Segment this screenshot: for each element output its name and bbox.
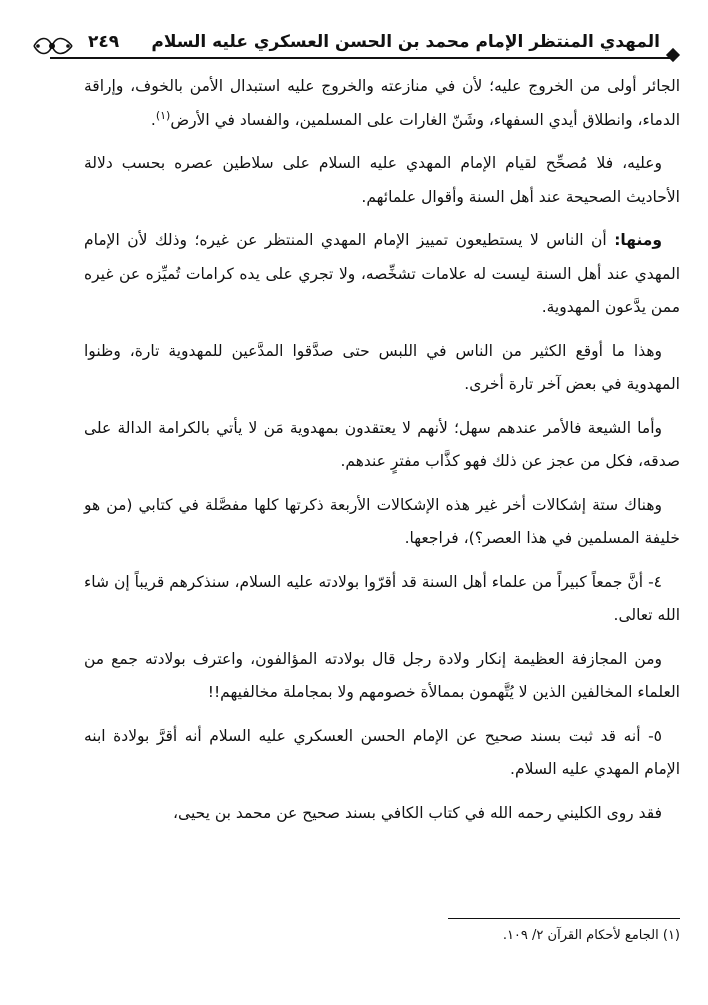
paragraph-text: الجائر أولى من الخروج عليه؛ لأن في منازعته والخروج عليه استبدال الأمن بالخوف، وإراقة الدماء، وانطلاق أيدي السفهاء، وشَنّ الغارات على المسلمين، والفساد في الأرض <box>84 77 680 129</box>
floral-ornament-icon <box>32 32 74 60</box>
paragraph-text: ومن المجازفة العظيمة إنكار ولادة رجل قال بولادته المؤالفون، واعترف بولادته جمع من العلماء المخالفين الذين لا يُتَّهمون بممالأة خصومهم ولا بمجاملة مخالفيهم!! <box>84 649 680 701</box>
footnote-rule <box>448 918 680 919</box>
body-text <box>84 70 680 840</box>
paragraph <box>84 147 680 214</box>
paragraph-text: وهناك ستة إشكالات أخر غير هذه الإشكالات الأربعة ذكرتها كلها مفصَّلة في كتابي (من هو خليفة المسلمين في هذا العصر؟)، فراجعها. <box>84 495 680 547</box>
paragraph <box>84 489 680 556</box>
paragraph <box>84 224 680 325</box>
paragraph-text: فقد روى الكليني رحمه الله في كتاب الكافي بسند صحيح عن محمد بن يحيى، <box>173 803 662 822</box>
running-title: المهدي المنتظر الإمام محمد بن الحسن العسكري عليه السلام <box>151 32 660 52</box>
diamond-ornament-icon <box>666 48 680 62</box>
paragraph-text: وعليه، فلا مُصحِّح لقيام الإمام المهدي عليه السلام على سلاطين عصره بحسب دلالة الأحاديث الصحيحة عند أهل السنة وأقوال علمائهم. <box>84 154 680 206</box>
paragraph <box>84 412 680 479</box>
paragraph-lead: ومنها: <box>614 231 662 249</box>
paragraph-end: . <box>150 110 156 129</box>
paragraph-text: وهذا ما أوقع الكثير من الناس في اللبس حتى صدَّقوا المدَّعين للمهدوية تارة، وظنوا المهدوية في بعض آخر تارة أخرى. <box>84 341 680 393</box>
paragraph <box>84 566 680 633</box>
paragraph <box>84 335 680 402</box>
paragraph-text: أن الناس لا يستطيعون تمييز الإمام المهدي المنتظر عن غيره؛ وذلك لأن الإمام المهدي عند أهل السنة ليست له علامات تشخِّصه، ولا تجري على يده كرامات تُميِّزه عن غيره ممن يدَّعون المهدوية. <box>84 231 680 316</box>
page-header <box>32 30 680 60</box>
paragraph-text: ٤- أنَّ جمعاً كبيراً من علماء أهل السنة قد أقرّوا بولادته عليه السلام، سنذكرهم قريباً إن شاء الله تعالى. <box>84 572 680 624</box>
paragraph <box>84 643 680 710</box>
paragraph-text: ٥- أنه قد ثبت بسند صحيح عن الإمام الحسن العسكري عليه السلام أنه أقرَّ بولادة ابنه الإمام المهدي عليه السلام. <box>84 726 680 778</box>
paragraph <box>84 797 680 831</box>
header-rule <box>50 57 670 59</box>
page-number: ٢٤٩ <box>88 32 120 52</box>
paragraph <box>84 70 680 137</box>
paragraph-text: وأما الشيعة فالأمر عندهم سهل؛ لأنهم لا يعتقدون بمهدوية مَن لا يأتي بالكرامة الدالة على صدقه، فكل من عجز عن ذلك فهو كذَّاب مفترٍ عندهم. <box>84 418 680 470</box>
paragraph <box>84 720 680 787</box>
footnote-marker: (١) <box>155 108 171 122</box>
footnote: (١) الجامع لأحكام القرآن ٢/ ١٠٩. <box>502 928 680 943</box>
